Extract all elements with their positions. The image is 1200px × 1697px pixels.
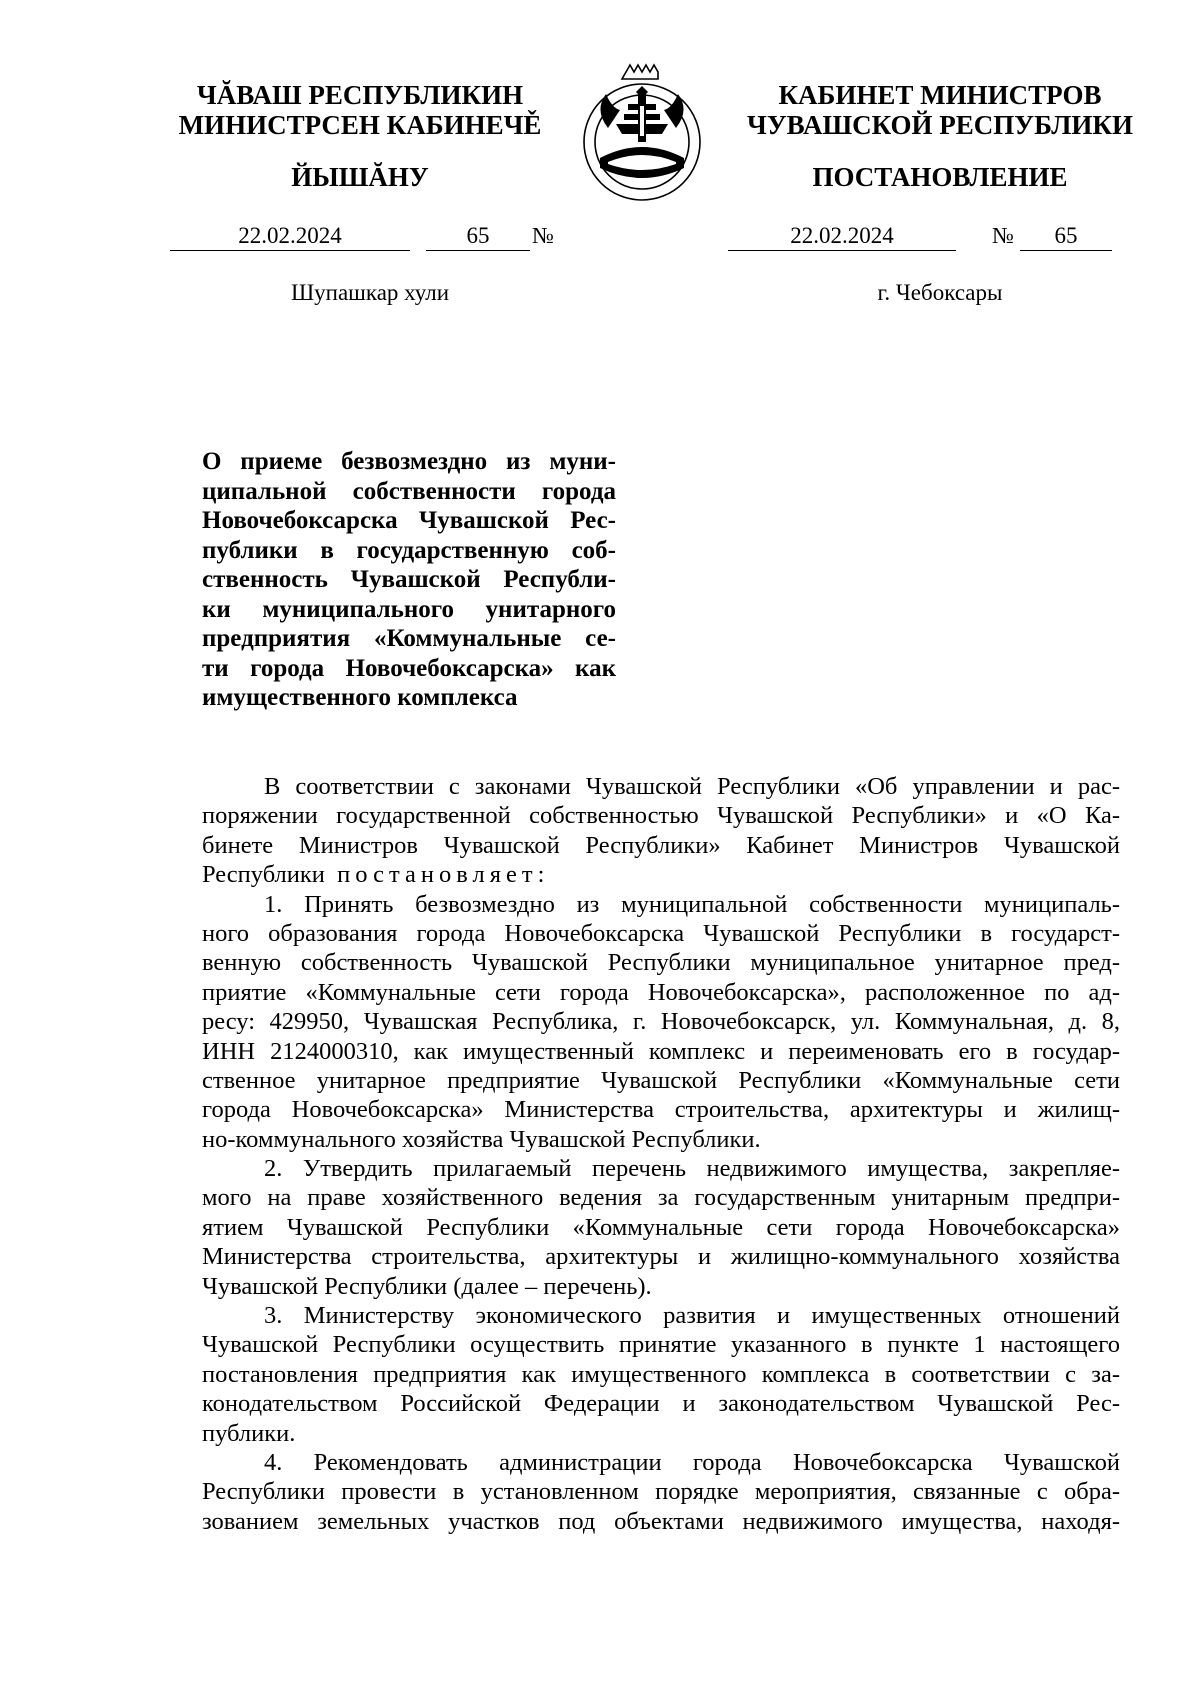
right-date-number (600, 222, 1200, 252)
right-number-sign: № (992, 223, 1014, 248)
body-line: ятием Чувашской Республики «Коммунальные сети города Новочебоксарска» (202, 1213, 1120, 1241)
subject-line: ципальной собственности города (202, 477, 616, 505)
body-line: бинете Министров Чувашской Республики» Кабинет Министров Чувашской (202, 831, 1120, 859)
preamble (202, 772, 1120, 890)
body-line: ИНН 2124000310, как имущественный комплекс и переименовать его в государ- (202, 1037, 1120, 1065)
body-line: конодательством Российской Федерации и законодательством Чувашской Рес- (202, 1390, 1120, 1418)
subject-line: имущественного комплекса (202, 684, 518, 711)
body-line: В соответствии с законами Чувашской Республики «Об управлении и рас- (264, 773, 1120, 800)
clause-3 (202, 1301, 1120, 1448)
issuer-chuvash-line1: ЧĂВАШ РЕСПУБЛИКИН (196, 80, 524, 110)
document-subject (202, 447, 616, 713)
issuer-chuvash (150, 80, 570, 140)
body-line: ного образования города Новочебоксарска Чувашской Республики в государст- (202, 919, 1120, 947)
body-line: публики. (202, 1419, 296, 1447)
left-number: 65 (426, 222, 530, 251)
body-line: венную собственность Чувашской Республики муниципальное унитарное пред- (202, 949, 1120, 977)
clause-4 (202, 1448, 1120, 1536)
body-line (202, 860, 1120, 889)
document-body (202, 772, 1120, 1536)
subject-line: публики в государственную соб- (202, 536, 616, 564)
issuer-russian (730, 80, 1150, 140)
preamble-prefix: Республики (202, 861, 325, 889)
body-line: приятие «Коммунальные сети города Новочебоксарска», расположенное по ад- (202, 978, 1120, 1006)
subject-line: ственность Чувашской Республи- (202, 566, 616, 593)
right-date: 22.02.2024 (728, 222, 956, 251)
issuer-russian-line2: ЧУВАШСКОЙ РЕСПУБЛИКИ (747, 110, 1133, 140)
right-number: 65 (1020, 222, 1112, 251)
body-line: ресу: 429950, Чувашская Республика, г. Новочебоксарск, ул. Коммунальная, д. 8, (202, 1008, 1120, 1036)
resolves-word: постановляет: (337, 861, 550, 889)
clause-1 (202, 890, 1120, 1155)
subject-line: ки муниципального унитарного (202, 595, 616, 623)
body-line: 4. Рекомендовать администрации города Новочебоксарска Чувашской (264, 1448, 1120, 1476)
left-number-sign: № (532, 223, 554, 248)
body-line: 3. Министерству экономического развития и имущественных отношений (264, 1302, 1120, 1330)
left-date-number (0, 222, 600, 252)
subject-line: Новочебоксарска Чувашской Рес- (202, 507, 616, 534)
body-line: ственное унитарное предприятие Чувашской Республики «Коммунальные сети (202, 1066, 1120, 1094)
doc-type-chuvash: ЙЫШĂНУ (291, 162, 429, 192)
body-line: мого на праве хозяйственного ведения за государственным унитарным предпри- (202, 1184, 1120, 1212)
clause-2 (202, 1154, 1120, 1301)
left-date: 22.02.2024 (170, 222, 410, 251)
body-line: поряжении государственной собственностью Чувашской Республики» и «О Ка- (202, 802, 1120, 830)
body-line: 1. Принять безвозмездно из муниципальной собственности муниципаль- (264, 890, 1120, 918)
subject-line: предприятия «Коммунальные се- (202, 625, 616, 652)
chuvash-coat-of-arms-icon (568, 58, 716, 206)
subject-line: ти города Новочебоксарска» как (202, 654, 616, 682)
body-line: Министерства строительства, архитектуры и жилищно-коммунального хозяйства (202, 1243, 1120, 1271)
doc-type-russian: ПОСТАНОВЛЕНИЕ (812, 162, 1068, 192)
body-line: города Новочебоксарска» Министерства строительства, архитектуры и жилищ- (202, 1096, 1120, 1124)
issuer-chuvash-line2: МИНИСТРСЕН КАБИНЕЧĚ (178, 110, 542, 140)
body-line: зованием земельных участков под объектами недвижимого имущества, находя- (202, 1507, 1120, 1535)
body-line: 2. Утвердить прилагаемый перечень недвижимого имущества, закрепляе- (264, 1155, 1120, 1183)
body-line: но-коммунального хозяйства Чувашской Республики. (202, 1125, 761, 1153)
body-line: постановления предприятия как имущественного комплекса в соответствии с за- (202, 1360, 1120, 1388)
place-russian: г. Чебоксары (877, 280, 1003, 305)
issuer-russian-line1: КАБИНЕТ МИНИСТРОВ (778, 80, 1102, 110)
place-chuvash: Шупашкар хули (290, 280, 450, 305)
body-line: Республики провести в установленном порядке мероприятия, связанные с обра- (202, 1478, 1120, 1506)
body-line: Чувашской Республики осуществить принятие указанного в пункте 1 настоящего (202, 1331, 1120, 1359)
body-line: Чувашской Республики (далее – перечень). (202, 1272, 652, 1300)
subject-line: О приеме безвозмездно из муни- (202, 448, 616, 475)
